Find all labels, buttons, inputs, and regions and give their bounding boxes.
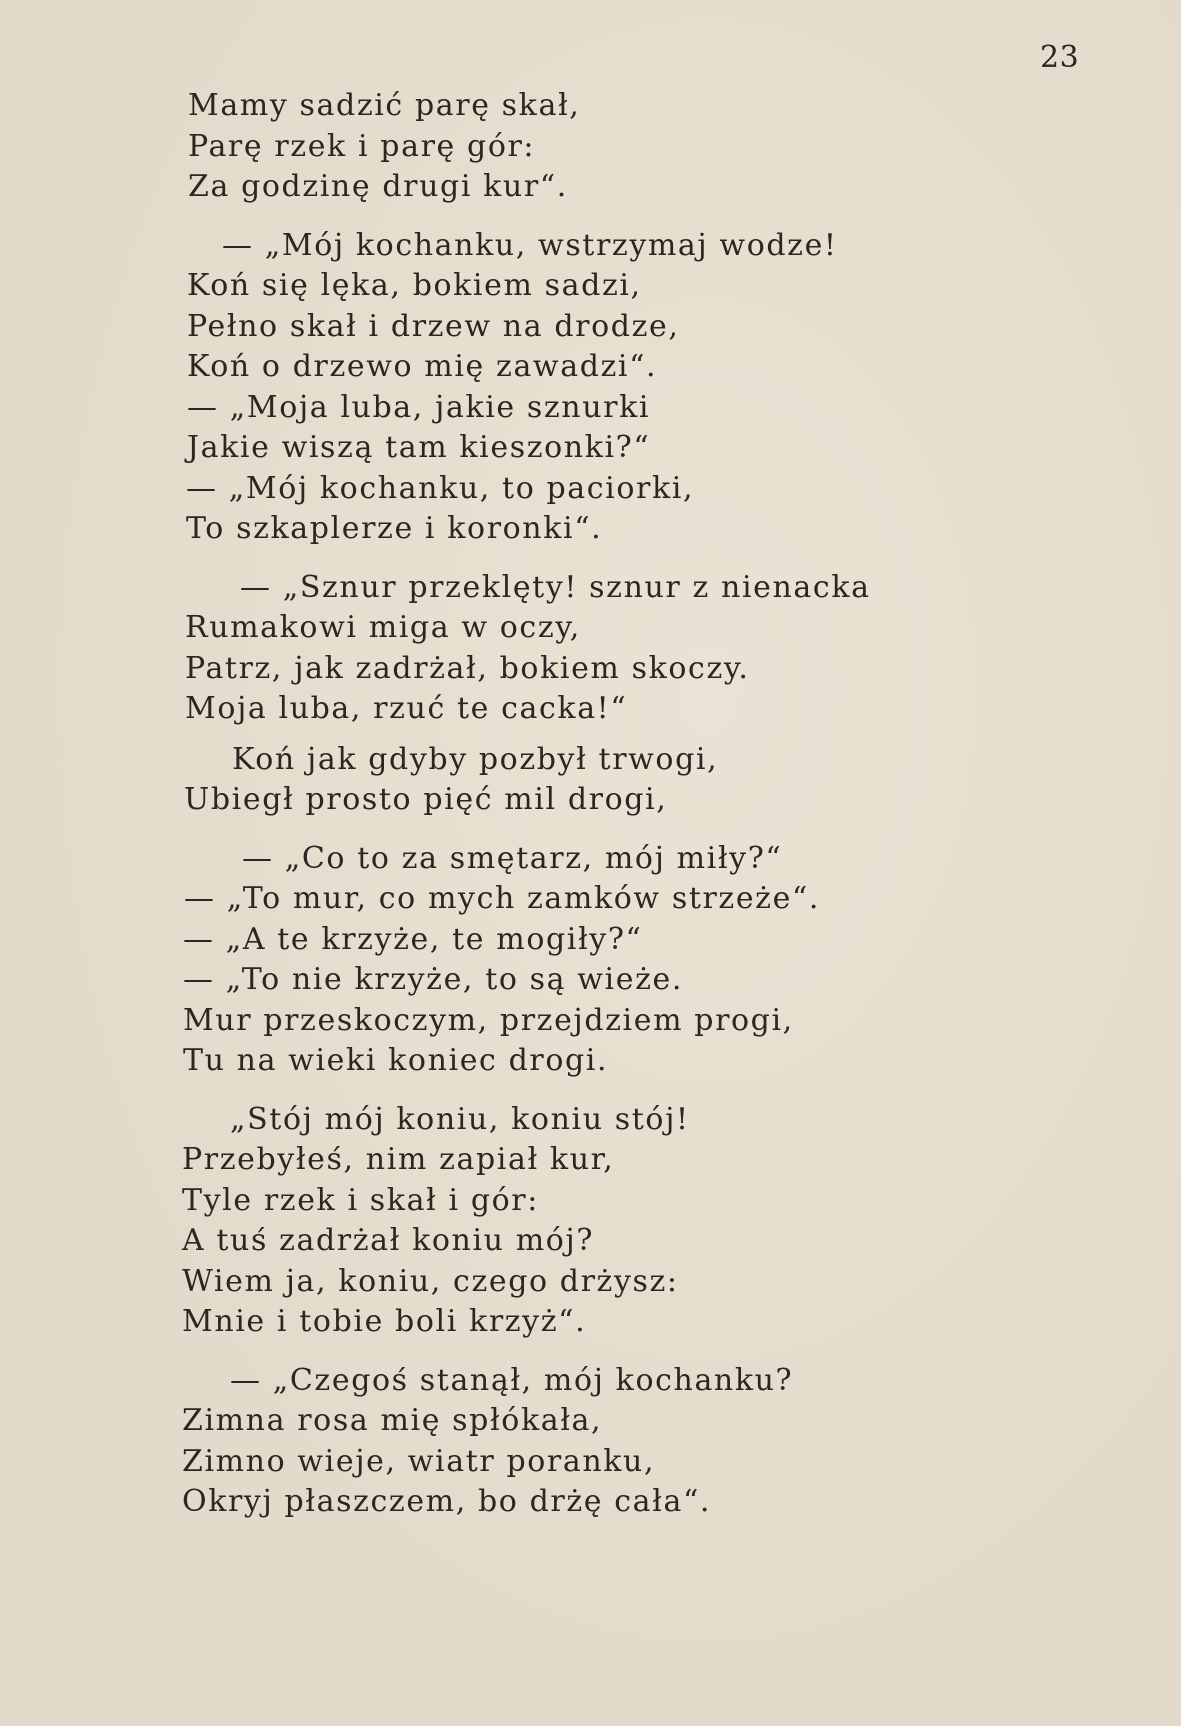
poem-line: Rumakowi miga w oczy, <box>185 610 581 645</box>
poem-line: A tuś zadrżał koniu mój? <box>182 1223 595 1258</box>
poem-line: — „Mój kochanku, to paciorki, <box>186 470 695 506</box>
poem-line: Zimna rosa mię spłókała, <box>182 1403 603 1438</box>
poem-line: — „A te krzyże, te mogiły?“ <box>183 921 643 957</box>
poem-line: Parę rzek i parę gór: <box>188 128 536 164</box>
poem-line: To szkaplerze i koronki“. <box>186 511 603 546</box>
page-number: 23 <box>1040 40 1080 75</box>
poem-line: — „To nie krzyże, to są wieże. <box>183 962 683 997</box>
stanza <box>186 226 1090 550</box>
poem-line: — „Co to za smętarz, mój miły?“ <box>242 840 783 876</box>
poem-line: Zimno wieje, wiatr poranku, <box>182 1443 656 1479</box>
poem-line: Tyle rzek i skał i gór: <box>182 1182 539 1218</box>
poem-line: Za godzinę drugi kur“. <box>188 169 568 204</box>
stanza <box>182 1361 1090 1523</box>
poem-text <box>182 86 1090 1523</box>
poem-line: „Stój mój koniu, koniu stój! <box>230 1101 690 1137</box>
poem-line: Wiem ja, koniu, czego drżysz: <box>182 1263 679 1299</box>
poem-line: Patrz, jak zadrżał, bokiem skoczy. <box>185 650 750 686</box>
stanza <box>183 839 1090 1082</box>
poem-line: Koń o drzewo mię zawadzi“. <box>187 349 658 384</box>
poem-line: — „Czegoś stanął, mój kochanku? <box>230 1362 794 1398</box>
poem-line: Jakie wiszą tam kieszonki?“ <box>187 430 651 465</box>
poem-line: — „Mój kochanku, wstrzymaj wodze! <box>222 227 838 263</box>
poem-line: Przebyłeś, nim zapiał kur, <box>182 1142 615 1177</box>
poem-line: Pełno skał i drzew na drodze, <box>187 308 680 344</box>
poem-line: Moja luba, rzuć te cacka!“ <box>185 691 628 726</box>
poem-line: — „Moja luba, jakie sznurki <box>187 389 651 425</box>
poem-line: Ubiegł prosto pięć mil drogi, <box>184 782 668 817</box>
stanza <box>182 1100 1090 1343</box>
poem-line: Tu na wieki koniec drogi. <box>183 1043 609 1078</box>
poem-line: — „To mur, co mych zamków strzeże“. <box>184 881 821 916</box>
poem-line: Koń się lęka, bokiem sadzi, <box>187 268 642 303</box>
poem-line: — „Sznur przeklęty! sznur z nienacka <box>240 569 871 605</box>
poem-line: Mamy sadzić parę skał, <box>188 88 581 123</box>
stanza <box>190 86 1090 208</box>
poem-line: Koń jak gdyby pozbył trwogi, <box>232 741 719 777</box>
poem-line: Okryj płaszczem, bo drżę cała“. <box>182 1484 712 1519</box>
stanza <box>184 740 1090 821</box>
stanza <box>185 568 1090 730</box>
poem-line: Mur przeskoczym, przejdziem progi, <box>183 1002 794 1038</box>
poem-line: Mnie i tobie boli krzyż“. <box>182 1304 587 1339</box>
